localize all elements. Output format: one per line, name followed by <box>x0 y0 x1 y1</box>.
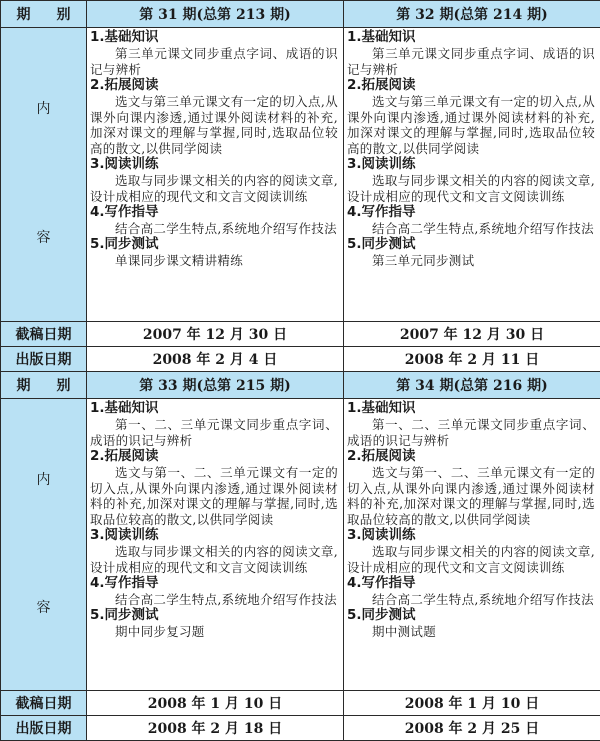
section-body: 第三单元同步测试 <box>347 253 595 269</box>
deadline-date: 2008 年 1 月 10 日 <box>87 691 344 716</box>
issue-title: 第 32 期(总第 214 期) <box>344 1 600 28</box>
publish-row <box>1 347 600 372</box>
section-body: 选取与同步课文相关的内容的阅读文章,设计成相应的现代文和文言文阅读训练 <box>347 544 595 576</box>
section-title: 2.拓展阅读 <box>347 78 595 94</box>
section-title: 4.写作指导 <box>347 205 595 221</box>
deadline-date: 2007 年 12 月 30 日 <box>344 322 600 347</box>
header-row <box>1 372 600 399</box>
deadline-row <box>1 322 600 347</box>
publish-date: 2008 年 2 月 11 日 <box>344 347 600 372</box>
deadline-row <box>1 691 600 716</box>
section-body: 结合高二学生特点,系统地介绍写作技法 <box>347 221 595 237</box>
issue-content <box>344 28 600 322</box>
section-title: 3.阅读训练 <box>347 157 595 173</box>
section-title: 2.拓展阅读 <box>90 78 338 94</box>
section-body: 选文与第一、二、三单元课文有一定的切入点,从课外向课内渗透,通过课外阅读材料的补充,加深对课文的理解与掌握,同时,选取品位较高的散文,以供同学阅读 <box>90 465 338 529</box>
section-body: 单课同步课文精讲精练 <box>90 253 338 269</box>
period-label: 期 别 <box>1 1 87 28</box>
deadline-label: 截稿日期 <box>1 691 87 716</box>
publish-date: 2008 年 2 月 25 日 <box>344 716 600 741</box>
section-body: 选文与第三单元课文有一定的切入点,从课外向课内渗透,通过课外阅读材料的补充,加深对课文的理解与掌握,同时,选取品位较高的散文,以供同学阅读 <box>90 94 338 158</box>
section-title: 1.基础知识 <box>90 401 338 417</box>
period-label: 期 别 <box>1 372 87 399</box>
section-body: 结合高二学生特点,系统地介绍写作技法 <box>90 221 338 237</box>
content-label: 内 容 <box>1 399 87 691</box>
section-title: 4.写作指导 <box>347 576 595 592</box>
publish-row <box>1 716 600 741</box>
section-title: 5.同步测试 <box>90 608 338 624</box>
section-title: 1.基础知识 <box>90 30 338 46</box>
section-body: 结合高二学生特点,系统地介绍写作技法 <box>347 592 595 608</box>
issue-title: 第 33 期(总第 215 期) <box>87 372 344 399</box>
section-body: 选取与同步课文相关的内容的阅读文章,设计成相应的现代文和文言文阅读训练 <box>347 173 595 205</box>
section-title: 3.阅读训练 <box>347 528 595 544</box>
section-body: 结合高二学生特点,系统地介绍写作技法 <box>90 592 338 608</box>
section-title: 2.拓展阅读 <box>90 449 338 465</box>
publish-label: 出版日期 <box>1 347 87 372</box>
section-title: 1.基础知识 <box>347 401 595 417</box>
content-label: 内 容 <box>1 28 87 322</box>
issue-title: 第 34 期(总第 216 期) <box>344 372 600 399</box>
issue-title: 第 31 期(总第 213 期) <box>87 1 344 28</box>
section-body: 第三单元课文同步重点字词、成语的识记与辨析 <box>347 46 595 78</box>
header-row <box>1 1 600 28</box>
section-title: 5.同步测试 <box>90 237 338 253</box>
section-title: 4.写作指导 <box>90 576 338 592</box>
section-title: 5.同步测试 <box>347 237 595 253</box>
section-title: 3.阅读训练 <box>90 157 338 173</box>
section-body: 选取与同步课文相关的内容的阅读文章,设计成相应的现代文和文言文阅读训练 <box>90 173 338 205</box>
issue-content <box>87 399 344 691</box>
section-body: 第一、二、三单元课文同步重点字词、成语的识记与辨析 <box>90 417 338 449</box>
section-title: 5.同步测试 <box>347 608 595 624</box>
issue-content <box>344 399 600 691</box>
section-body: 期中测试题 <box>347 624 595 640</box>
section-body: 第三单元课文同步重点字词、成语的识记与辨析 <box>90 46 338 78</box>
content-row <box>1 28 600 322</box>
section-title: 3.阅读训练 <box>90 528 338 544</box>
deadline-date: 2007 年 12 月 30 日 <box>87 322 344 347</box>
deadline-label: 截稿日期 <box>1 322 87 347</box>
publish-date: 2008 年 2 月 18 日 <box>87 716 344 741</box>
publish-date: 2008 年 2 月 4 日 <box>87 347 344 372</box>
section-title: 1.基础知识 <box>347 30 595 46</box>
issue-content <box>87 28 344 322</box>
section-body: 选文与第三单元课文有一定的切入点,从课外向课内渗透,通过课外阅读材料的补充,加深对课文的理解与掌握,同时,选取品位较高的散文,以供同学阅读 <box>347 94 595 158</box>
section-title: 4.写作指导 <box>90 205 338 221</box>
section-body: 期中同步复习题 <box>90 624 338 640</box>
content-row <box>1 399 600 691</box>
deadline-date: 2008 年 1 月 10 日 <box>344 691 600 716</box>
section-title: 2.拓展阅读 <box>347 449 595 465</box>
section-body: 选文与第一、二、三单元课文有一定的切入点,从课外向课内渗透,通过课外阅读材料的补充,加深对课文的理解与掌握,同时,选取品位较高的散文,以供同学阅读 <box>347 465 595 529</box>
section-body: 选取与同步课文相关的内容的阅读文章,设计成相应的现代文和文言文阅读训练 <box>90 544 338 576</box>
publish-label: 出版日期 <box>1 716 87 741</box>
section-body: 第一、二、三单元课文同步重点字词、成语的识记与辨析 <box>347 417 595 449</box>
